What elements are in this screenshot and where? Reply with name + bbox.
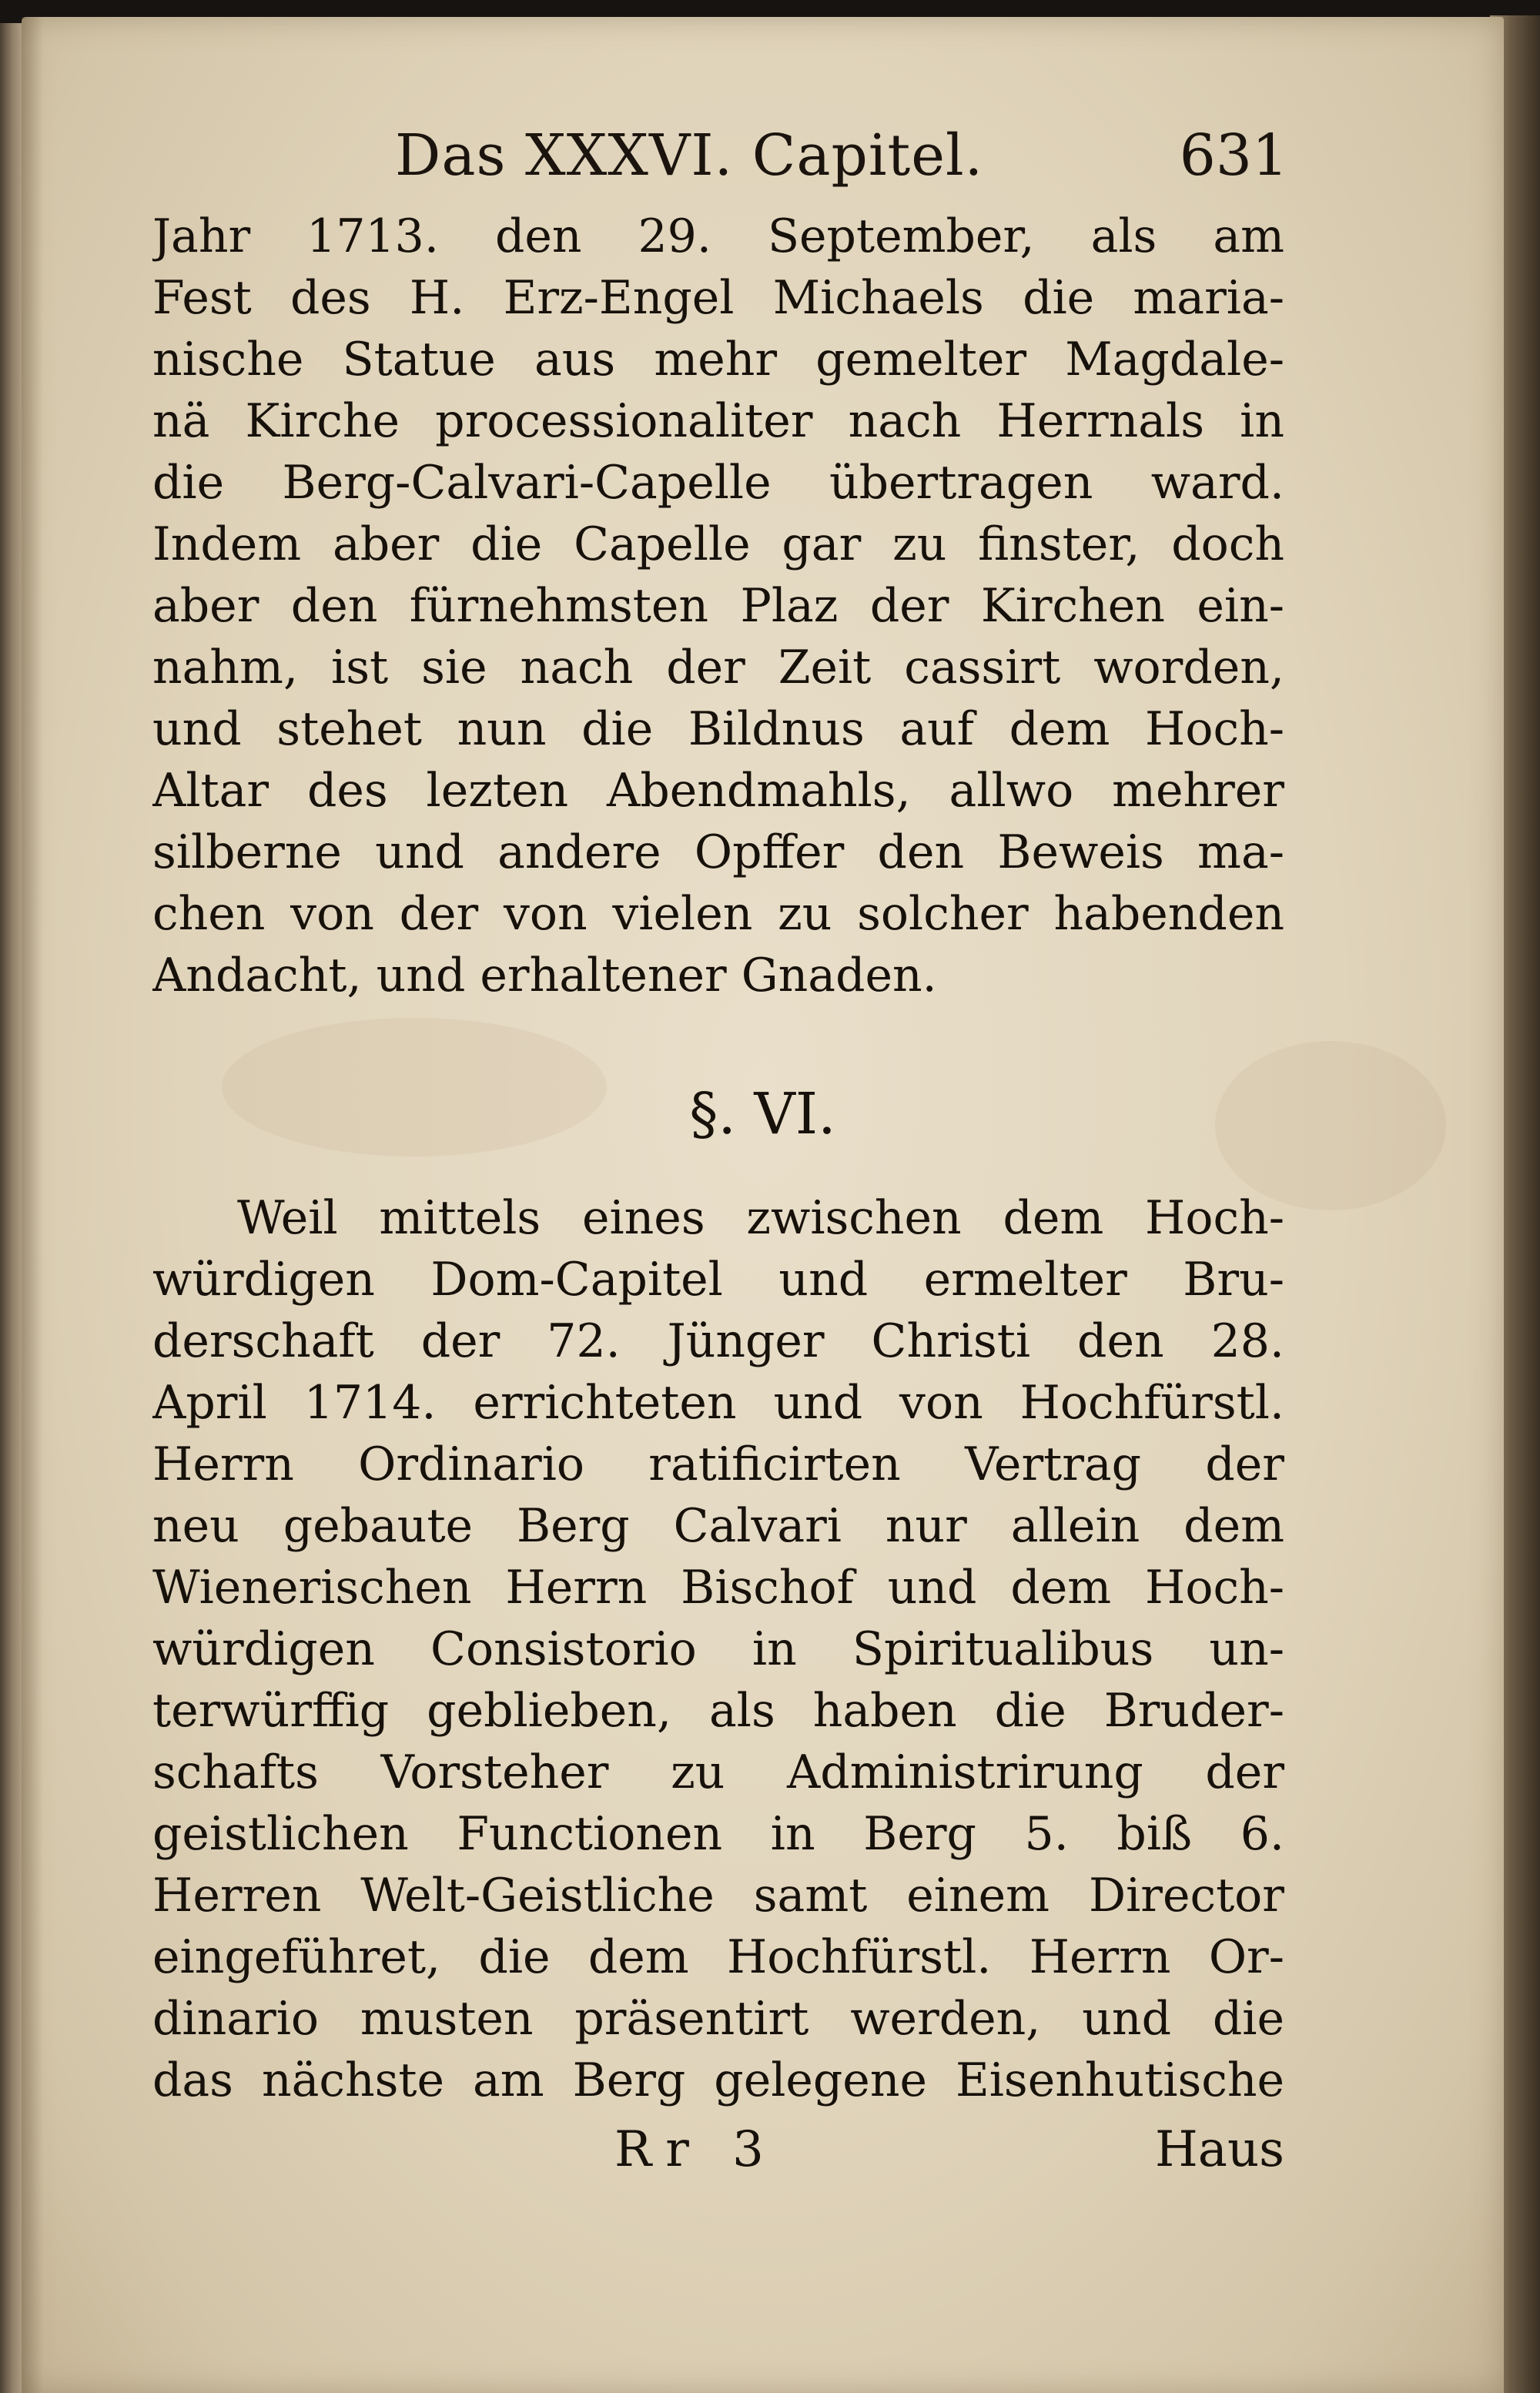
text-line: Altar des lezten Abendmahls, allwo mehrer [152,764,1284,818]
text-line: schafts Vorsteher zu Administrirung der [152,1745,1284,1799]
text-line: und stehet nun die Bildnus auf dem Hoch- [152,702,1284,756]
text-line: würdigen Consistorio in Spiritualibus un- [152,1622,1284,1676]
text-line: Andacht, und erhaltener Gnaden. [152,949,937,1002]
text-line: nische Statue aus mehr gemelter Magdale- [152,333,1284,387]
text-line: April 1714. errichteten und von Hochfürstl. [152,1376,1284,1430]
paragraph-2 [152,1187,1284,2111]
text-line: aber den fürnehmsten Plaz der Kirchen ein- [152,579,1284,633]
text-line: das nächste am Berg gelegene Eisenhutische [152,2053,1284,2107]
text-line: nä Kirche processionaliter nach Herrnals in [152,394,1284,448]
text-line: dinario musten präsentirt werden, und die [152,1992,1284,2046]
signature-mark: Rr 3 [614,2121,778,2178]
text-line: Weil mittels eines zwischen dem Hoch- [237,1191,1284,1245]
text-line: geistlichen Functionen in Berg 5. biß 6. [152,1807,1284,1861]
paragraph-1 [152,206,1284,1006]
text-line: Fest des H. Erz-Engel Michaels die maria- [152,271,1284,325]
text-line: silberne und andere Opffer den Beweis ma- [152,825,1284,879]
text-line: derschaft der 72. Jünger Christi den 28. [152,1314,1284,1368]
text-line: chen von der von vielen zu solcher habenden [152,887,1284,941]
text-line: die Berg-Calvari-Capelle übertragen ward. [152,456,1284,510]
text-line: eingeführet, die dem Hochfürstl. Herrn Or- [152,1930,1284,1984]
text-line: Indem aber die Capelle gar zu finster, doch [152,517,1284,571]
running-head [395,117,1288,202]
text-line: Herren Welt-Geistliche samt einem Director [152,1869,1284,1923]
chapter-title: Das XXXVI. Capitel. [395,122,984,189]
text-line: neu gebaute Berg Calvari nur allein dem [152,1499,1284,1553]
section-heading: §. VI. [689,1081,836,1147]
text-line: Herrn Ordinario ratificirten Vertrag der [152,1437,1284,1491]
catchword: Haus [1154,2121,1284,2178]
text-line: Jahr 1713. den 29. September, als am [152,209,1284,263]
text-line: Wienerischen Herrn Bischof und dem Hoch- [152,1561,1284,1615]
page-footer [152,2115,1284,2184]
text-line: nahm, ist sie nach der Zeit cassirt worden, [152,641,1284,694]
page-number: 631 [1179,122,1288,189]
text-line: würdigen Dom-Capitel und ermelter Bru- [152,1253,1284,1307]
text-line: terwürffig geblieben, als haben die Bruder- [152,1684,1284,1738]
book-page [22,17,1504,2393]
